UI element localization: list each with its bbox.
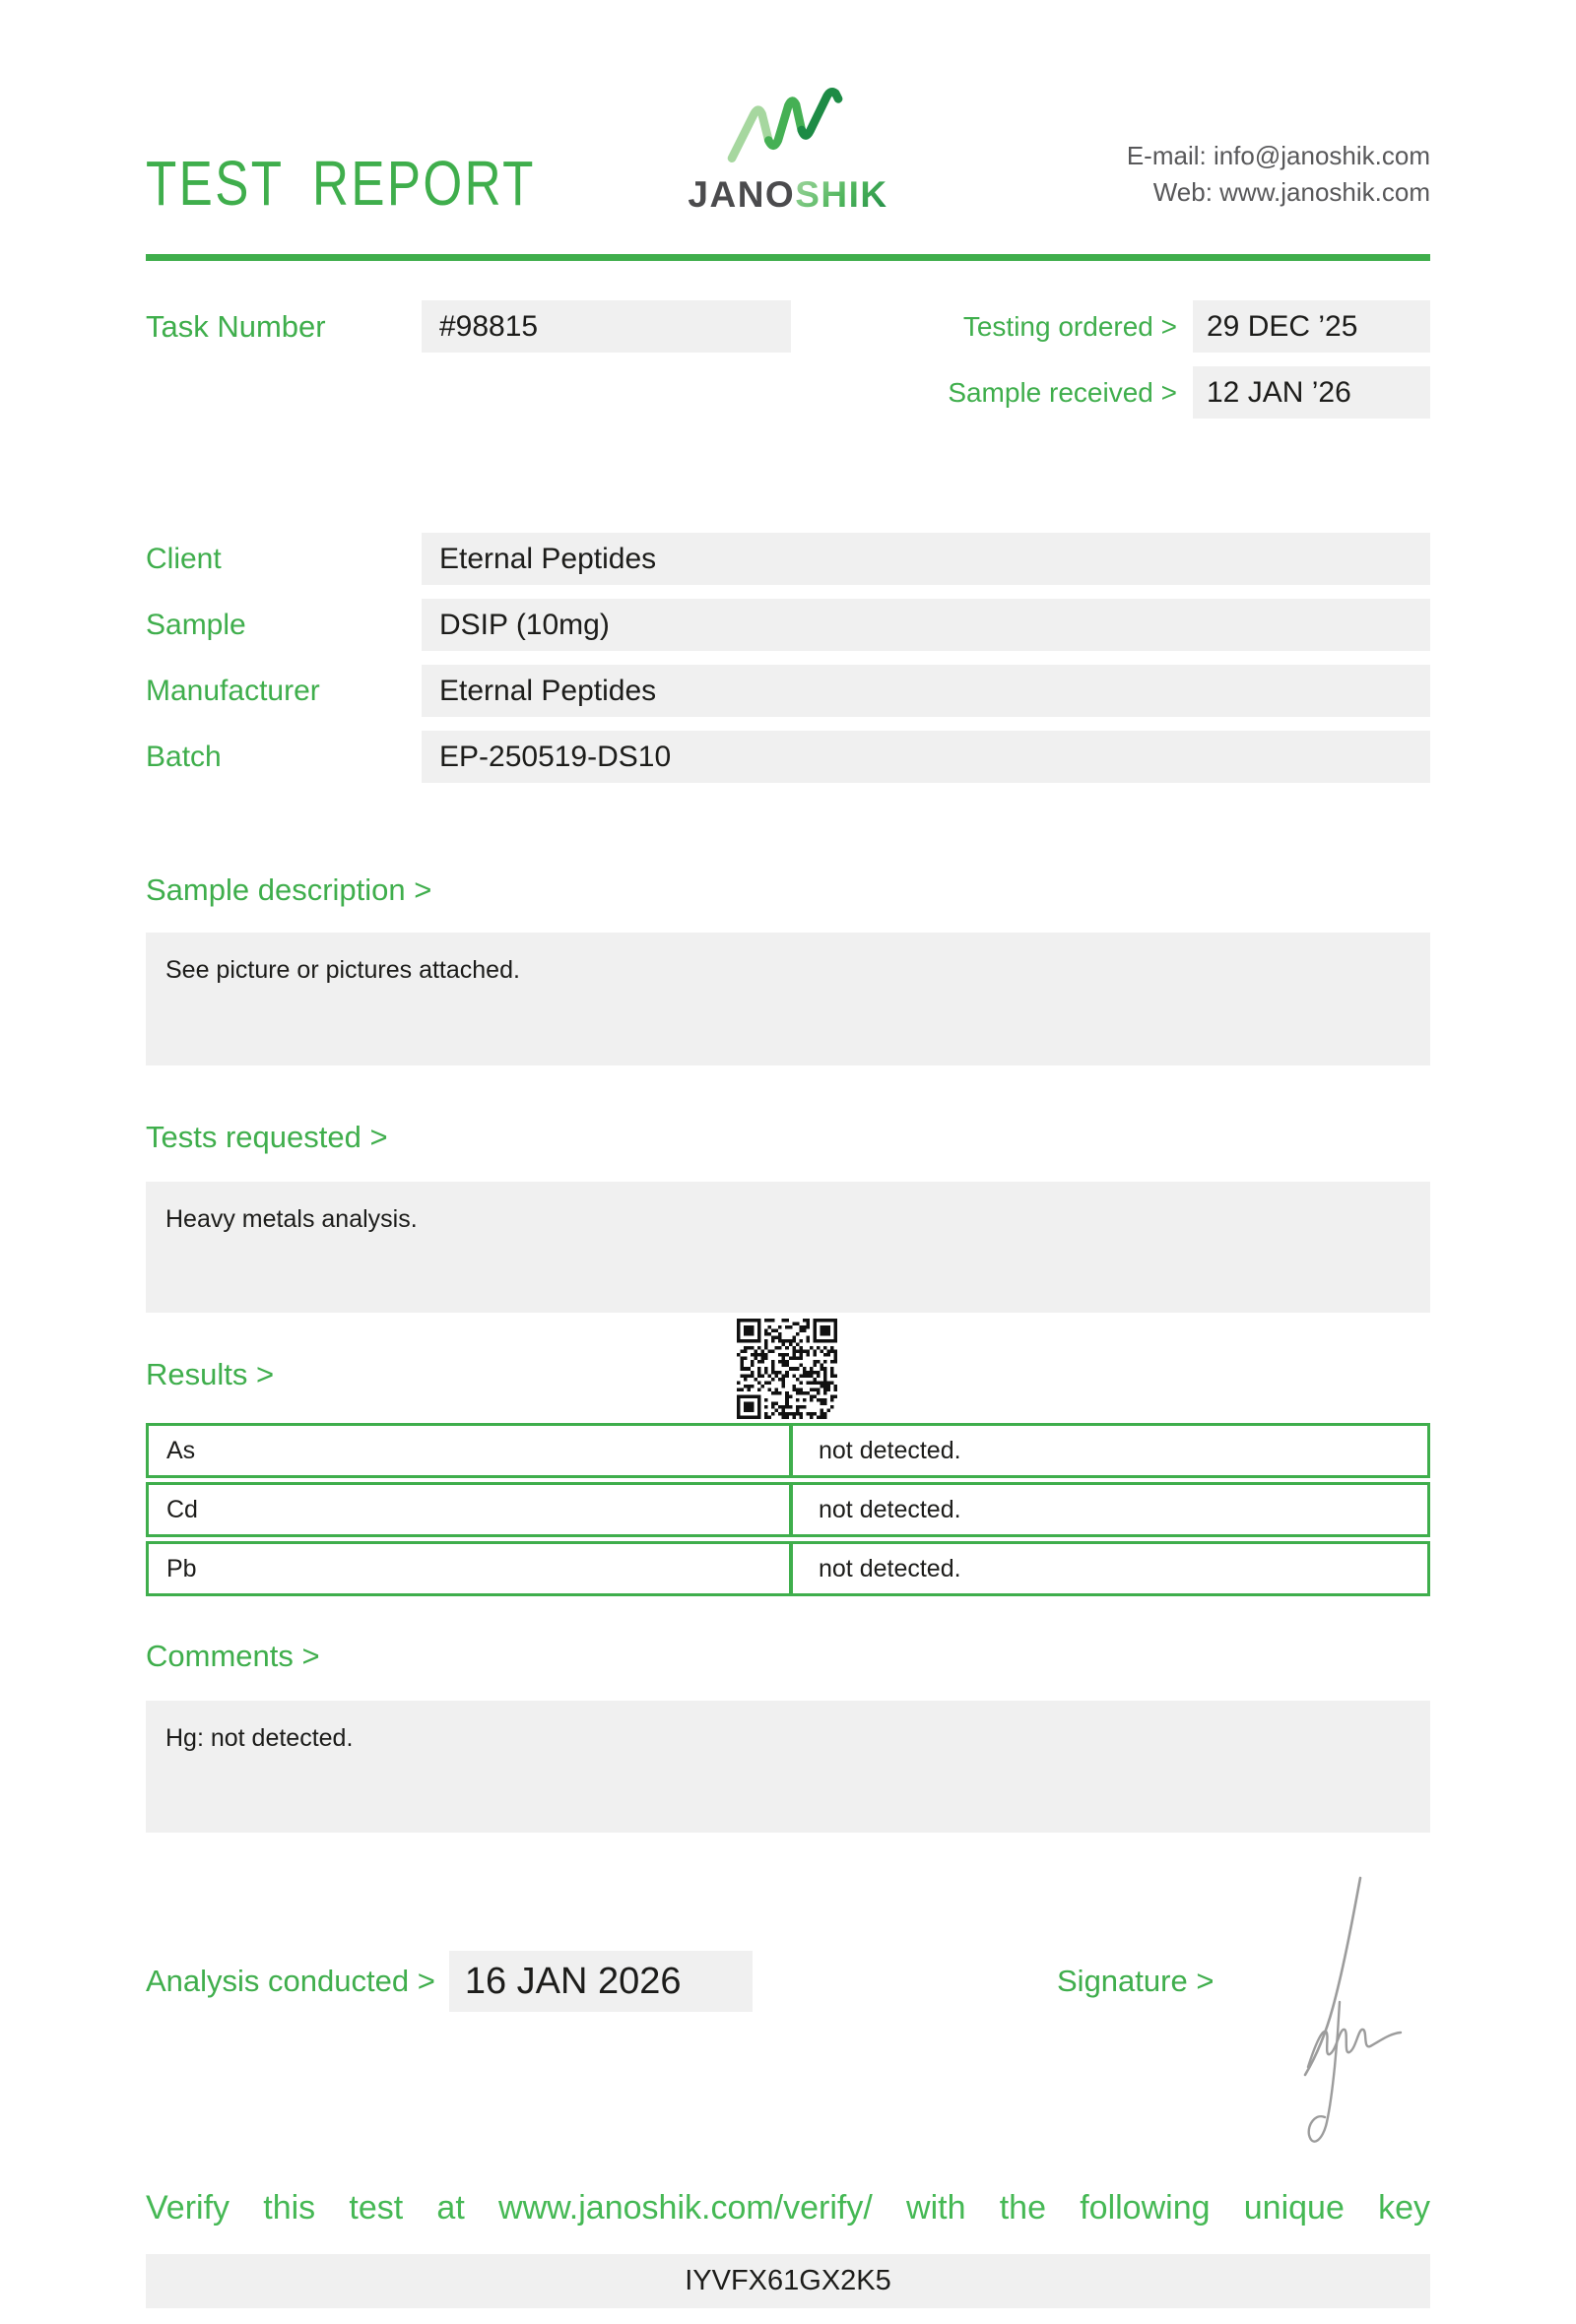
task-number-value: #98815 — [422, 300, 791, 353]
dates-column — [948, 300, 1430, 432]
analyte-cell: Pb — [149, 1544, 793, 1593]
batch-label: Batch — [146, 741, 222, 773]
table-row — [146, 1482, 1430, 1537]
analysis-date-value: 16 JAN 2026 — [449, 1951, 753, 2012]
sample-value: DSIP (10mg) — [422, 599, 1430, 651]
analyte-cell: Cd — [149, 1485, 793, 1534]
testing-ordered-value: 29 DEC ’25 — [1193, 300, 1430, 353]
sample-row — [146, 599, 1430, 651]
client-label: Client — [146, 543, 222, 575]
report-header — [146, 77, 1430, 219]
table-row — [146, 1541, 1430, 1596]
comments-heading: Comments > — [146, 1639, 320, 1673]
results-table — [146, 1423, 1430, 1596]
sample-description-box: See picture or pictures attached. — [146, 933, 1430, 1065]
signature-label: Signature > — [1057, 1964, 1215, 1998]
logo-text-jano: JANO — [688, 174, 796, 215]
manufacturer-value: Eternal Peptides — [422, 665, 1430, 717]
analysis-signature-section — [146, 1951, 1430, 2012]
task-section — [146, 300, 1430, 432]
batch-value: EP-250519-DS10 — [422, 731, 1430, 783]
analysis-conducted-label: Analysis conducted > — [146, 1964, 435, 1998]
client-row — [146, 533, 1430, 585]
logo-wordmark — [688, 175, 887, 215]
contact-email: E-mail: info@janoshik.com — [1126, 141, 1430, 170]
results-header-area — [146, 1317, 1430, 1423]
result-cell: not detected. — [819, 1436, 961, 1464]
sample-received-value: 12 JAN ’26 — [1193, 366, 1430, 419]
contact-web: Web: www.janoshik.com — [1152, 177, 1430, 207]
sample-received-row — [948, 366, 1430, 419]
sample-description-heading: Sample description > — [146, 872, 432, 907]
tests-requested-heading: Tests requested > — [146, 1120, 388, 1154]
testing-ordered-row — [948, 300, 1430, 353]
page-title: TEST REPORT — [146, 148, 536, 219]
analyte-cell: As — [149, 1426, 793, 1475]
qr-code — [737, 1319, 837, 1419]
logo-text-shik: SHIK — [795, 174, 888, 215]
result-cell: not detected. — [819, 1495, 961, 1523]
task-number-label: Task Number — [146, 309, 326, 344]
contact-info — [1127, 138, 1430, 215]
manufacturer-label: Manufacturer — [146, 675, 320, 707]
table-row — [146, 1423, 1430, 1478]
janoshik-logo — [688, 87, 887, 215]
client-value: Eternal Peptides — [422, 533, 1430, 585]
comments-box: Hg: not detected. — [146, 1701, 1430, 1833]
sample-info-section — [146, 533, 1430, 783]
signature-scribble — [1279, 1874, 1426, 2155]
batch-row — [146, 731, 1430, 783]
unique-key-value: IYVFX61GX2K5 — [146, 2254, 1430, 2308]
sample-received-label: Sample received > — [948, 376, 1177, 408]
header-divider — [146, 254, 1430, 261]
verify-instruction: Verify this test at www.janoshik.com/verify/ with the following unique key — [146, 2189, 1430, 2227]
results-heading: Results > — [146, 1357, 275, 1391]
growth-chart-icon — [723, 87, 853, 173]
manufacturer-row — [146, 665, 1430, 717]
testing-ordered-label: Testing ordered > — [962, 310, 1177, 342]
sample-label: Sample — [146, 609, 246, 641]
result-cell: not detected. — [819, 1554, 961, 1582]
tests-requested-box: Heavy metals analysis. — [146, 1182, 1430, 1313]
